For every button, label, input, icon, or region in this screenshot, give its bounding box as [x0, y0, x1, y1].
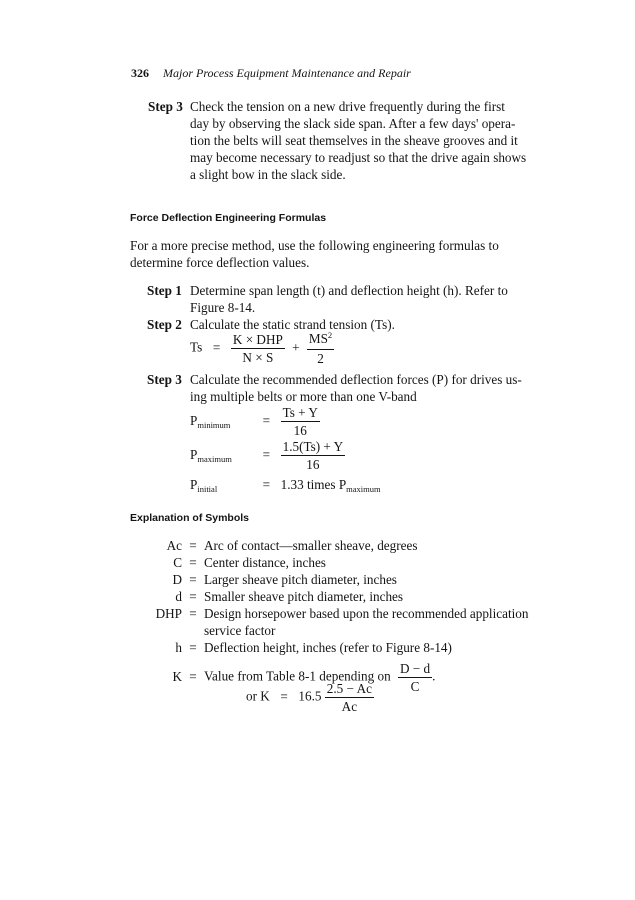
formula-p-maximum — [190, 438, 345, 473]
step3-line: Calculate the recommended deflection forces (P) for drives us- — [190, 372, 522, 387]
symbol-row: Ac = Arc of contact—smaller sheave, degrees — [130, 537, 528, 554]
intro-line: determine force deflection values. — [130, 255, 310, 270]
symbol-row: d = Smaller sheave pitch diameter, inches — [130, 588, 528, 605]
formula-p-initial — [190, 476, 381, 495]
step3-text — [190, 371, 522, 405]
ms-base: MS — [308, 331, 328, 346]
step1-label: Step 1 — [147, 283, 182, 298]
fraction-numerator: 1.5(Ts) + Y — [282, 439, 344, 454]
step3-label: Step 3 — [147, 372, 182, 387]
equals-sign: = — [262, 477, 271, 492]
page-number: 326 — [131, 66, 149, 80]
fraction-numerator: K × DHP — [232, 332, 283, 347]
symbol: d — [175, 589, 182, 604]
fraction-numerator — [307, 330, 334, 349]
step3-top-text — [190, 98, 526, 183]
intro-line: For a more precise method, use the following engineering formulas to — [130, 238, 499, 253]
symbol: DHP — [155, 606, 182, 621]
section-heading-formulas: Force Deflection Engineering Formulas — [130, 212, 327, 224]
symbol-row: D = Larger sheave pitch diameter, inches — [130, 571, 528, 588]
equals-sign: = — [262, 412, 271, 428]
formula-k — [246, 680, 374, 715]
symbol: Ac — [166, 538, 182, 553]
step3-top-label: Step 3 — [148, 99, 183, 114]
symbol-row-cont — [130, 622, 528, 639]
step3-top-line: day by observing the slack side span. After a few days' opera- — [190, 116, 516, 131]
symbol: C — [173, 555, 182, 570]
fraction-denominator: Ac — [325, 697, 374, 715]
step1-line: Figure 8-14. — [190, 300, 256, 315]
fraction-denominator: 16 — [281, 421, 320, 439]
p-maximum-symbol: $P_{maximum}$ — [190, 446, 232, 464]
p-initial-symbol: $P_{initial}$ — [190, 477, 218, 494]
equals-sign: = — [212, 339, 221, 355]
exponent: 2 — [327, 330, 333, 340]
symbol-row: K = Value from Table 8-1 depending on $\frac{D - d}{C}$ . — [130, 660, 528, 695]
equals-sign: = — [262, 446, 271, 462]
fraction — [325, 680, 374, 715]
symbol-row: C = Center distance, inches — [130, 554, 528, 571]
step3-top-line: may become necessary to readjust so that the drive again shows — [190, 150, 527, 165]
section-heading-symbols: Explanation of Symbols — [130, 512, 250, 524]
formula-ts — [190, 330, 334, 367]
step2-text: Calculate the static strand tension (Ts). — [190, 317, 395, 332]
fraction — [281, 438, 346, 473]
symbol-row: h = Deflection height, inches (refer to Figure 8-14) — [130, 639, 528, 656]
fraction — [398, 660, 432, 695]
symbol-desc: service factor — [204, 623, 276, 638]
symbol-desc: Deflection height, inches (refer to Figure 8-14) — [204, 640, 452, 655]
step3-top-line: a slight bow in the slack side. — [190, 167, 346, 182]
symbol: h — [175, 640, 182, 655]
step2-label: Step 2 — [147, 317, 182, 332]
step1-text — [190, 282, 508, 316]
fraction-numerator: Ts + Y — [282, 405, 318, 420]
fraction-denominator: 16 — [281, 455, 346, 473]
symbols-list — [130, 537, 528, 695]
fraction-denominator: 2 — [307, 349, 334, 367]
fraction — [281, 404, 320, 439]
fraction-numerator: 2.5 − Ac — [326, 681, 372, 696]
fraction-denominator: C — [398, 677, 432, 695]
intro-paragraph — [130, 237, 499, 271]
p-initial-rhs: 1.33 times $P_{maximum}$ — [280, 477, 381, 494]
fraction — [231, 331, 285, 366]
running-header — [131, 66, 411, 81]
fraction-denominator: N × S — [231, 348, 285, 366]
step3-top-line: tion the belts will seat themselves in the sheave grooves and it — [190, 133, 518, 148]
ts-symbol: Ts — [190, 339, 203, 355]
p-minimum-symbol: $P_{minimum}$ — [190, 412, 231, 430]
plus-sign: + — [292, 339, 300, 355]
fraction-numerator: D − d — [400, 661, 431, 676]
running-title: Major Process Equipment Maintenance and Repair — [163, 66, 411, 80]
k-lead: or K — [246, 688, 270, 704]
symbol-desc: Smaller sheave pitch diameter, inches — [204, 589, 404, 604]
step3-top-line: Check the tension on a new drive frequently during the first — [190, 99, 505, 114]
symbol: K — [172, 668, 182, 684]
symbol-desc: Center distance, inches — [204, 555, 326, 570]
fraction — [307, 330, 334, 367]
symbol-row: DHP = Design horsepower based upon the recommended application — [130, 605, 528, 622]
symbol: D — [172, 572, 182, 587]
formula-p-minimum — [190, 404, 320, 439]
step1-line: Determine span length (t) and deflection height (h). Refer to — [190, 283, 508, 298]
k-coefficient: 16.5 — [298, 688, 322, 704]
symbol-desc: Larger sheave pitch diameter, inches — [204, 572, 397, 587]
equals-sign: = — [280, 688, 288, 704]
symbol-desc: Design horsepower based upon the recommended application — [204, 606, 529, 621]
symbol-desc: Value from Table 8-1 depending on — [204, 668, 391, 684]
symbol-desc: Arc of contact—smaller sheave, degrees — [204, 538, 418, 553]
step3-line: ing multiple belts or more than one V-band — [190, 389, 417, 404]
